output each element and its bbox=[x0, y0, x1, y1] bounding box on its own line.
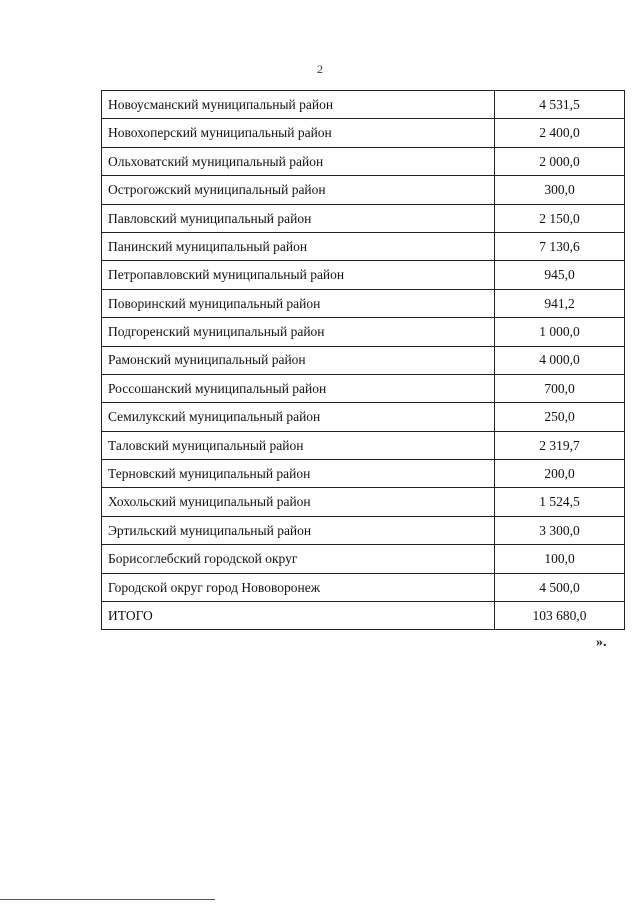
amount-cell: 1 524,5 bbox=[495, 488, 625, 516]
total-row bbox=[102, 602, 625, 630]
table-row bbox=[102, 573, 625, 601]
amount-cell: 200,0 bbox=[495, 460, 625, 488]
table-row bbox=[102, 431, 625, 459]
amount-cell: 100,0 bbox=[495, 545, 625, 573]
table-row bbox=[102, 460, 625, 488]
district-name-cell: Острогожский муниципальный район bbox=[102, 176, 495, 204]
table-row bbox=[102, 545, 625, 573]
district-name-cell: Подгоренский муниципальный район bbox=[102, 318, 495, 346]
amount-cell: 2 319,7 bbox=[495, 431, 625, 459]
district-name-cell: Павловский муниципальный район bbox=[102, 204, 495, 232]
district-name-cell: Городской округ город Нововоронеж bbox=[102, 573, 495, 601]
district-name-cell: Ольховатский муниципальный район bbox=[102, 147, 495, 175]
amount-cell: 2 150,0 bbox=[495, 204, 625, 232]
table-row bbox=[102, 488, 625, 516]
amount-cell: 103 680,0 bbox=[495, 602, 625, 630]
amount-cell: 945,0 bbox=[495, 261, 625, 289]
district-name-cell: ИТОГО bbox=[102, 602, 495, 630]
district-name-cell: Новохоперский муниципальный район bbox=[102, 119, 495, 147]
amount-cell: 250,0 bbox=[495, 403, 625, 431]
table-row bbox=[102, 374, 625, 402]
amount-cell: 1 000,0 bbox=[495, 318, 625, 346]
table-row bbox=[102, 318, 625, 346]
district-name-cell: Поворинский муниципальный район bbox=[102, 289, 495, 317]
district-name-cell: Таловский муниципальный район bbox=[102, 431, 495, 459]
table-row bbox=[102, 91, 625, 119]
district-name-cell: Новоусманский муниципальный район bbox=[102, 91, 495, 119]
closing-quote: ». bbox=[596, 635, 607, 650]
district-name-cell: Петропавловский муниципальный район bbox=[102, 261, 495, 289]
district-name-cell: Эртильский муниципальный район bbox=[102, 516, 495, 544]
allocation-table-body bbox=[102, 91, 625, 630]
table-row bbox=[102, 204, 625, 232]
amount-cell: 2 400,0 bbox=[495, 119, 625, 147]
amount-cell: 4 000,0 bbox=[495, 346, 625, 374]
amount-cell: 7 130,6 bbox=[495, 232, 625, 260]
table-row bbox=[102, 516, 625, 544]
amount-cell: 4 531,5 bbox=[495, 91, 625, 119]
table-row bbox=[102, 346, 625, 374]
table-row bbox=[102, 403, 625, 431]
district-name-cell: Панинский муниципальный район bbox=[102, 232, 495, 260]
amount-cell: 941,2 bbox=[495, 289, 625, 317]
table-row bbox=[102, 232, 625, 260]
allocation-table bbox=[101, 90, 625, 630]
table-row bbox=[102, 176, 625, 204]
table-row bbox=[102, 119, 625, 147]
amount-cell: 300,0 bbox=[495, 176, 625, 204]
district-name-cell: Терновский муниципальный район bbox=[102, 460, 495, 488]
amount-cell: 700,0 bbox=[495, 374, 625, 402]
table-row bbox=[102, 261, 625, 289]
amount-cell: 2 000,0 bbox=[495, 147, 625, 175]
amount-cell: 3 300,0 bbox=[495, 516, 625, 544]
district-name-cell: Семилукский муниципальный район bbox=[102, 403, 495, 431]
table-row bbox=[102, 289, 625, 317]
district-name-cell: Россошанский муниципальный район bbox=[102, 374, 495, 402]
amount-cell: 4 500,0 bbox=[495, 573, 625, 601]
district-name-cell: Борисоглебский городской округ bbox=[102, 545, 495, 573]
page-number: 2 bbox=[317, 62, 323, 76]
district-name-cell: Хохольский муниципальный район bbox=[102, 488, 495, 516]
district-name-cell: Рамонский муниципальный район bbox=[102, 346, 495, 374]
footer-divider bbox=[0, 899, 215, 900]
table-row bbox=[102, 147, 625, 175]
